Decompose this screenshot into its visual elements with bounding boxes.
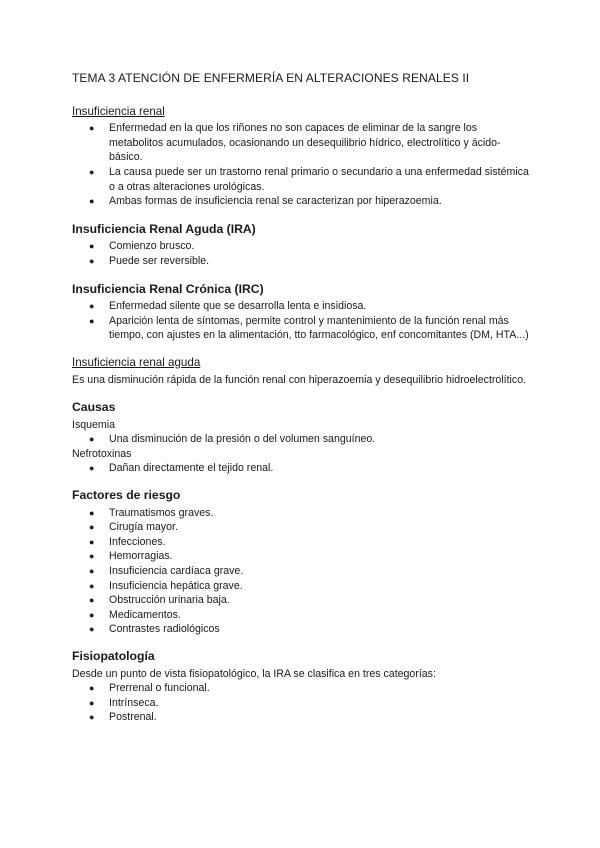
list-item: ● Obstrucción urinaria baja. [89,594,230,607]
bullet-list [72,432,532,447]
bullet-icon: ● [89,166,95,177]
paragraph: Desde un punto de vista fisiopatológico, la IRA se clasifica en tres categorías: [72,667,436,680]
bullet-list [72,121,532,209]
bullet-icon: ● [89,522,95,533]
bullet-icon: ● [89,580,95,591]
list-item: ● Traumatismos graves. [89,506,214,519]
bullet-icon: ● [89,434,95,445]
list-item: ● Insuficiencia hepática grave. [89,579,243,592]
bullet-icon: ● [89,595,95,606]
bullet-icon: ● [89,624,95,635]
bullet-icon: ● [89,196,95,207]
bullet-list [72,681,532,725]
list-item: ● Contrastes radiológicos [89,623,220,636]
document-title: TEMA 3 ATENCIÓN DE ENFERMERÍA EN ALTERACIONES RENALES II [72,71,470,85]
list-item: ● Cirugía mayor. [89,521,178,534]
list-item: ● Ambas formas de insuficiencia renal se caracterizan por hiperazoemia. [89,195,442,208]
list-item: ● Aparición lenta de síntomas, permite control y mantenimiento de la función renal más tiempo, con ajustes en la alimentación, tto farmacológico, enf concomitantes (DM, HTA...) [89,314,529,342]
list-item: ● Dañan directamente el tejido renal. [89,462,274,475]
list-item: ● Hemorragias. [89,550,173,563]
bullet-list [72,299,532,343]
bullet-list [72,239,532,268]
section-heading-causas: Causas [72,400,116,415]
bullet-icon: ● [89,507,95,518]
bullet-icon: ● [89,123,95,134]
bullet-icon: ● [89,301,95,312]
section-heading-irc: Insuficiencia Renal Crónica (IRC) [72,281,264,296]
list-item: ● Prerrenal o funcional. [89,682,210,695]
subheading-nefrotoxinas: Nefrotoxinas [72,447,132,460]
bullet-list [72,506,532,637]
list-item: ● Enfermedad silente que se desarrolla lenta e insidiosa. [89,300,367,313]
paragraph: Es una disminución rápida de la función renal con hiperazoemia y desequilibrio hidroelectrolítico. [72,373,527,386]
section-heading-insuficiencia-renal-aguda: Insuficiencia renal aguda [72,355,201,369]
bullet-icon: ● [89,712,95,723]
list-item: ● Puede ser reversible. [89,254,210,267]
section-heading-ira: Insuficiencia Renal Aguda (IRA) [72,221,256,236]
section-heading-factores-de-riesgo: Factores de riesgo [72,488,181,503]
bullet-icon: ● [89,683,95,694]
bullet-icon: ● [89,551,95,562]
bullet-icon: ● [89,697,95,708]
bullet-icon: ● [89,315,95,326]
list-item: ● Intrínseca. [89,696,159,709]
bullet-icon: ● [89,609,95,620]
bullet-icon: ● [89,241,95,252]
bullet-icon: ● [89,566,95,577]
bullet-icon: ● [89,463,95,474]
list-item: ● Insuficiencia cardíaca grave. [89,565,244,578]
subheading-isquemia: Isquemia [72,418,115,431]
list-item: ● Enfermedad en la que los riñones no son capaces de eliminar de la sangre los metabolitos acumulados, ocasionando un desequilibrio hídrico, electrolítico y ácido-básico. [89,122,501,164]
section-heading-insuficiencia-renal: Insuficiencia renal [72,104,165,118]
document-page [72,71,532,725]
list-item: ● Postrenal. [89,711,157,724]
bullet-list [72,461,532,476]
list-item: ● Una disminución de la presión o del volumen sanguíneo. [89,433,376,446]
bullet-icon: ● [89,255,95,266]
list-item: ● Infecciones. [89,535,166,548]
section-heading-fisiopatologia: Fisiopatología [72,649,155,663]
list-item: ● Comienzo brusco. [89,240,195,253]
bullet-icon: ● [89,536,95,547]
list-item: ● Medicamentos. [89,608,181,621]
list-item: ● La causa puede ser un trastorno renal primario o secundario a una enfermedad sistémica o a otras alteraciones urológicas. [89,165,529,193]
